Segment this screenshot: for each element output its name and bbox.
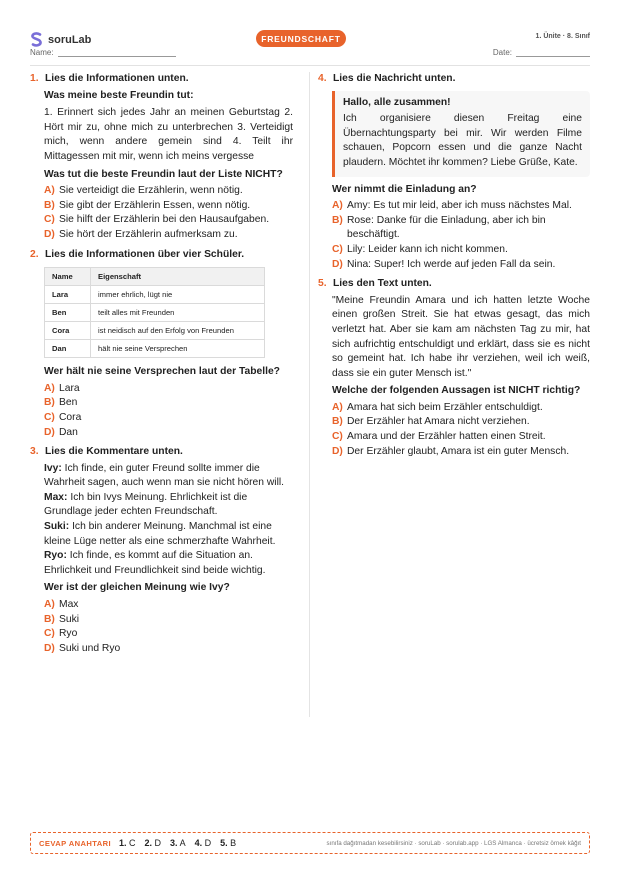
topic-badge: FREUNDSCHAFT — [256, 30, 346, 47]
comment-ivy: Ivy: Ich finde, ein guter Freund sollte immer die Wahrheit sagen, auch wenn man sie nicht hören will. — [44, 462, 285, 489]
column-divider — [309, 72, 310, 717]
question-3 — [30, 445, 293, 656]
footer-note: sınıfa dağıtmadan kesebilirsiniz · soruLab · sorulab.app · LGS Almanca · ücretsiz örnek kâğıt — [326, 839, 581, 847]
question-4-stem: Wer nimmt die Einladung an? — [332, 183, 477, 195]
question-3-stem: Wer ist der gleichen Meinung wie Ivy? — [44, 582, 230, 594]
comment-ryo: Ryo: Ich finde, es kommt auf die Situation an. Ehrlichkeit und Freundlichkeit sind beide wichtig. — [44, 550, 266, 576]
option-a: A) Sie verteidigt die Erzählerin, wenn nötig. — [44, 185, 243, 197]
option-c: C) Amara und der Erzähler hatten einen Streit. — [332, 431, 546, 443]
question-5-options — [318, 401, 590, 459]
date-line — [516, 48, 590, 57]
student-table — [44, 267, 265, 358]
table-header-row — [45, 268, 265, 286]
table-row: Cora ist neidisch auf den Erfolg von Freunden — [45, 322, 265, 340]
right-column — [318, 72, 590, 459]
question-number: 4. — [318, 73, 327, 84]
question-2-stem: Wer hält nie seine Versprechen laut der Tabelle? — [44, 366, 280, 378]
left-column — [30, 72, 293, 656]
comment-max: Max: Ich bin Ivys Meinung. Ehrlichkeit ist die Grundlage jeder echten Freundschaft. — [44, 491, 248, 518]
option-b: B) Sie gibt der Erzählerin Essen, wenn nötig. — [44, 199, 251, 211]
question-3-title — [30, 445, 293, 460]
option-a: A) Amy: Es tut mir leid, aber ich muss nächstes Mal. — [332, 200, 572, 212]
brand-logo — [30, 32, 91, 47]
option-d: D) Suki und Ryo — [44, 642, 121, 654]
date-field — [493, 48, 590, 57]
answer-key-item: 1. C — [118, 838, 136, 848]
question-4 — [318, 72, 590, 272]
question-5-text: "Meine Freundin Amara und ich hatten letzte Woche einen großen Streit. Sie hat etwas gesagt, das mich verletzt hat. Aber sie kam am nächsten Tag zu mir, hat sich aufrichtig entschuldigt und erklärt, dass sie es nicht so gemeint hat. Ich habe ihr verziehen, weil ich weiß, dass sie ein guter Mensch ist." — [332, 294, 590, 379]
option-c: C) Sie hilft der Erzählerin bei den Hausaufgaben. — [44, 214, 270, 226]
option-d: D) Nina: Super! Ich werde auf jeden Fall da sein. — [332, 258, 556, 270]
option-d: D) Sie hört der Erzählerin aufmerksam zu. — [44, 228, 238, 240]
option-d: D) Dan — [44, 426, 78, 438]
table-row: Dan hält nie seine Versprechen — [45, 340, 265, 358]
question-number: 1. — [30, 73, 39, 84]
message-body: Ich organisiere diesen Freitag eine Übernachtungsparty bei mir. Wir werden Filme schauen, Popcorn essen und die ganze Nacht plaudern. Möchtet ihr kommen? Liebe Grüße, Kate. — [343, 113, 582, 168]
name-line — [58, 48, 176, 57]
question-5-title — [318, 277, 590, 292]
question-instruction: Lies die Informationen über vier Schüler. — [45, 248, 245, 260]
question-1-stem: Was tut die beste Freundin laut der Liste NICHT? — [44, 168, 283, 180]
question-5-stem: Welche der folgenden Aussagen ist NICHT richtig? — [332, 385, 581, 397]
question-2 — [30, 248, 293, 441]
comment-suki: Suki: Ich bin anderer Meinung. Manchmal ist eine kleine Lüge netter als eine schmerzhafte Wahrheit. — [44, 521, 276, 547]
name-label: Name: — [30, 48, 54, 57]
question-4-title — [318, 72, 590, 87]
option-b: B) Ben — [44, 397, 78, 409]
answer-key-item: 5. B — [220, 838, 237, 848]
answer-key-label: CEVAP ANAHTARI — [39, 838, 111, 848]
option-a: A) Lara — [44, 382, 80, 394]
question-number: 3. — [30, 446, 39, 458]
question-number: 2. — [30, 248, 39, 260]
option-b: B) Der Erzähler hat Amara nicht verziehen. — [332, 416, 530, 428]
name-field — [30, 48, 176, 57]
answer-key-strip — [30, 832, 590, 854]
answer-key-item: 3. A — [170, 838, 186, 848]
question-instruction: Lies die Kommentare unten. — [45, 446, 183, 458]
question-1-options — [30, 184, 293, 242]
question-instruction: Lies den Text unten. — [333, 278, 432, 290]
column-header-trait: Eigenschaft — [91, 268, 265, 286]
option-a: A) Max — [44, 599, 79, 611]
question-number: 5. — [318, 278, 327, 290]
option-d: D) Der Erzähler glaubt, Amara ist ein guter Mensch. — [332, 445, 570, 457]
question-instruction: Lies die Nachricht unten. — [333, 73, 456, 84]
brand-s-icon — [30, 32, 43, 47]
question-3-options — [30, 598, 293, 656]
unit-grade-label: 1. Ünite · 8. Sınıf — [535, 33, 590, 40]
question-1-subtitle: Was meine beste Freundin tut: — [44, 89, 194, 101]
question-2-title — [30, 248, 293, 263]
brand-name: soruLab — [48, 33, 92, 46]
option-c: C) Cora — [44, 411, 82, 423]
answer-key-item: 4. D — [194, 838, 212, 848]
message-greeting: Hallo, alle zusammen! — [343, 96, 451, 108]
option-c: C) Ryo — [44, 628, 78, 640]
question-4-options — [318, 199, 590, 272]
question-1 — [30, 72, 293, 243]
date-label: Date: — [492, 48, 512, 57]
option-b: B) Suki — [44, 613, 80, 625]
question-instruction: Lies die Informationen unten. — [45, 73, 189, 84]
option-b: B) Rose: Danke für die Einladung, aber ich bin beschäftigt. — [332, 214, 546, 241]
answer-key-item: 2. D — [144, 838, 162, 848]
table-row: Ben teilt alles mit Freunden — [45, 304, 265, 322]
question-5 — [318, 277, 590, 459]
option-a: A) Amara hat sich beim Erzähler entschuldigt. — [332, 401, 543, 413]
question-1-text: 1. Erinnert sich jedes Jahr an meinen Geburtstag 2. Hört mir zu, ohne mich zu unterbrechen 3. Verteidigt mich, wenn andere gemein sind 4. Teilt ihr Mittagessen mit mir, wenn ich meins vergesse — [44, 107, 293, 162]
question-1-title — [30, 72, 293, 87]
page-header — [30, 28, 590, 68]
invitation-message — [332, 91, 590, 177]
column-header-name: Name — [45, 268, 91, 286]
header-divider — [30, 65, 590, 66]
table-row: Lara immer ehrlich, lügt nie — [45, 286, 265, 304]
option-c: C) Lily: Leider kann ich nicht kommen. — [332, 243, 508, 255]
question-2-options — [30, 382, 293, 440]
